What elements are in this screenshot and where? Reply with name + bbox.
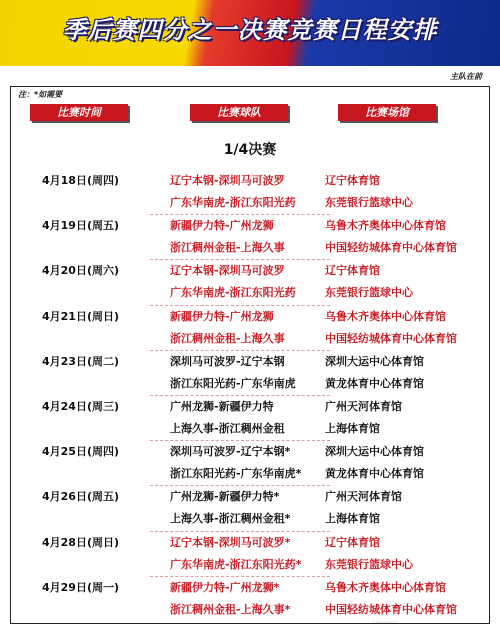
match-teams: 深圳马可波罗-辽宁本钢* [170, 445, 291, 459]
match-venue: 辽宁体育馆 [325, 535, 380, 549]
match-venue: 中国轻纺城体育中心体育馆 [325, 241, 457, 255]
game-date: 4月19日(周五) [42, 219, 120, 233]
page-title: 季后赛四分之一决赛竞赛日程安排 [62, 16, 438, 44]
match-venue: 广州天河体育馆 [325, 400, 402, 413]
game-date: 4月24日(周三) [42, 400, 120, 413]
game-date: 4月20日(周六) [42, 264, 120, 278]
match-venue: 辽宁体育馆 [325, 174, 380, 187]
match-venue: 中国轻纺城体育中心体育馆 [325, 602, 457, 616]
match-teams: 辽宁本钢-深圳马可波罗 [170, 174, 285, 187]
match-venue: 辽宁体育馆 [325, 264, 380, 278]
game-date: 4月23日(周二) [42, 354, 120, 368]
match-teams: 广东华南虎-浙江东阳光药 [170, 196, 296, 209]
match-teams: 新疆伊力特-广州龙狮 [170, 219, 274, 233]
match-venue: 乌鲁木齐奥体中心体育馆 [325, 309, 446, 323]
header-teams: 比赛球队 [190, 104, 288, 121]
title-banner [0, 0, 500, 66]
match-venue: 东莞银行篮球中心 [325, 196, 413, 209]
home-team-note: 主队在前 [450, 72, 482, 81]
match-teams: 广东华南虎-浙江东阳光药* [170, 557, 302, 571]
match-teams: 浙江东阳光药-广东华南虎* [170, 467, 302, 481]
watermark: ········· [372, 618, 398, 628]
match-venue: 乌鲁木齐奥体中心体育馆 [325, 580, 446, 594]
header-time: 比赛时间 [30, 104, 128, 121]
match-teams: 广州龙狮-新疆伊力特* [170, 490, 280, 504]
header-venue: 比赛场馆 [338, 104, 436, 121]
match-venue: 上海体育馆 [325, 422, 380, 435]
match-venue: 上海体育馆 [325, 512, 380, 526]
match-venue: 乌鲁木齐奥体中心体育馆 [325, 219, 446, 233]
match-teams: 浙江东阳光药-广东华南虎 [170, 376, 296, 390]
round-title: 1/4决赛 [223, 142, 277, 158]
match-venue: 深圳大运中心体育馆 [325, 445, 424, 459]
match-venue: 中国轻纺城体育中心体育馆 [325, 331, 457, 345]
match-teams: 辽宁本钢-深圳马可波罗 [170, 264, 285, 278]
game-date: 4月29日(周一) [42, 580, 120, 594]
footnote: 注：*如需要 [18, 90, 63, 99]
match-teams: 新疆伊力特-广州龙狮 [170, 309, 274, 323]
match-teams: 辽宁本钢-深圳马可波罗* [170, 535, 291, 549]
match-venue: 黄龙体育中心体育馆 [325, 376, 424, 390]
match-teams: 新疆伊力特-广州龙狮* [170, 580, 280, 594]
match-venue: 黄龙体育中心体育馆 [325, 467, 424, 481]
match-venue: 东莞银行篮球中心 [325, 557, 413, 571]
game-date: 4月26日(周五) [42, 490, 120, 504]
match-teams: 上海久事-浙江稠州金租 [170, 422, 285, 435]
match-teams: 浙江稠州金租-上海久事* [170, 602, 291, 616]
match-teams: 上海久事-浙江稠州金租* [170, 512, 291, 526]
match-teams: 广东华南虎-浙江东阳光药 [170, 286, 296, 300]
game-date: 4月25日(周四) [42, 445, 120, 459]
game-date: 4月28日(周日) [42, 535, 120, 549]
match-venue: 广州天河体育馆 [325, 490, 402, 504]
match-teams: 浙江稠州金租-上海久事 [170, 241, 285, 255]
match-teams: 浙江稠州金租-上海久事 [170, 331, 285, 345]
match-teams: 深圳马可波罗-辽宁本钢 [170, 354, 285, 368]
game-date: 4月18日(周四) [42, 174, 120, 187]
game-date: 4月21日(周日) [42, 309, 120, 323]
match-venue: 东莞银行篮球中心 [325, 286, 413, 300]
match-venue: 深圳大运中心体育馆 [325, 354, 424, 368]
match-teams: 广州龙狮-新疆伊力特 [170, 400, 274, 413]
